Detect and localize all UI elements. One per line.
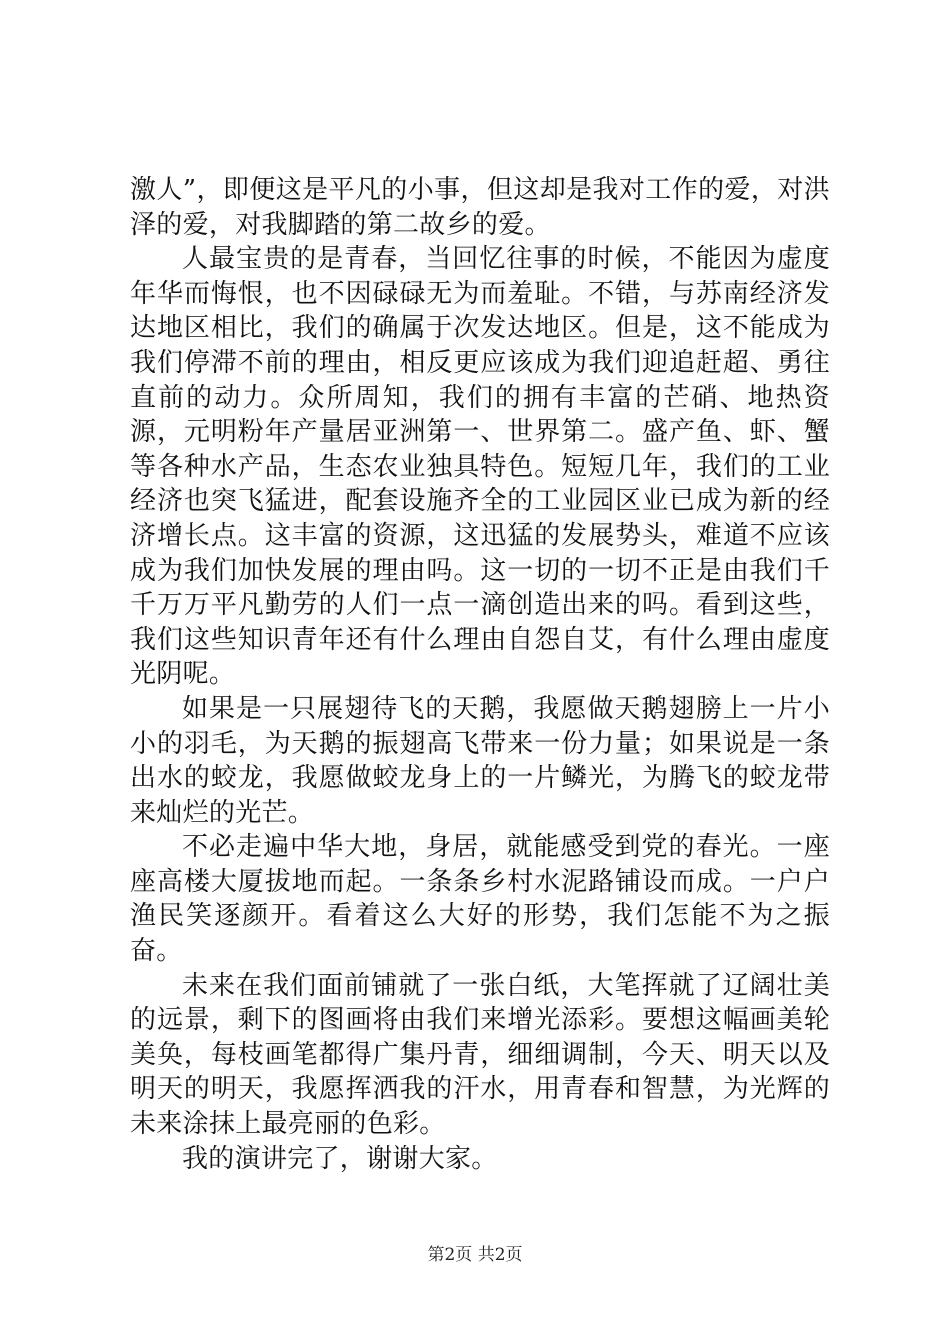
paragraph-1: 激人”，即便这是平凡的小事，但这却是我对工作的爱，对洪泽的爱，对我脚踏的第二故乡的爱。 xyxy=(130,175,830,240)
paragraph-5: 未来在我们面前铺就了一张白纸，大笔挥就了辽阔壮美的远景，剩下的图画将由我们来增光添彩。要想这幅画美轮美奂，每枝画笔都得广集丹青，细细调制，今天、明天以及明天的明天，我愿挥洒我的汗水，用青春和智慧，为光辉的未来涂抹上最亮丽的色彩。 xyxy=(130,970,830,1140)
paragraph-2: 人最宝贵的是青春，当回忆往事的时候，不能因为虚度年华而悔恨，也不因碌碌无为而羞耻。不错，与苏南经济发达地区相比，我们的确属于次发达地区。但是，这不能成为我们停滞不前的理由，相反更应该成为我们迎追赶超、勇往直前的动力。众所周知，我们的拥有丰富的芒硝、地热资源，元明粉年产量居亚洲第一、世界第二。盛产鱼、虾、蟹等各种水产品，生态农业独具特色。短短几年，我们的工业经济也突飞猛进，配套设施齐全的工业园区业已成为新的经济增长点。这丰富的资源，这迅猛的发展势头，难道不应该成为我们加快发展的理由吗。这一切的一切不正是由我们千千万万平凡勤劳的人们一点一滴创造出来的吗。看到这些，我们这些知识青年还有什么理由自怨自艾，有什么理由虚度光阴呢。 xyxy=(130,244,830,690)
document-body xyxy=(130,173,830,1176)
paragraph-6: 我的演讲完了，谢谢大家。 xyxy=(182,1143,498,1174)
page-footer: 第2页 共2页 xyxy=(427,1245,523,1265)
paragraph-3: 如果是一只展翅待飞的天鹅，我愿做天鹅翅膀上一片小小的羽毛，为天鹅的振翅高飞带来一份力量；如果说是一条出水的蛟龙，我愿做蛟龙身上的一片鳞光，为腾飞的蛟龙带来灿烂的光芒。 xyxy=(130,693,830,828)
paragraph-4: 不必走遍中华大地，身居，就能感受到党的春光。一座座高楼大厦拔地而起。一条条乡村水泥路铺设而成。一户户渔民笑逐颜开。看着这么大好的形势，我们怎能不为之振奋。 xyxy=(130,832,830,967)
